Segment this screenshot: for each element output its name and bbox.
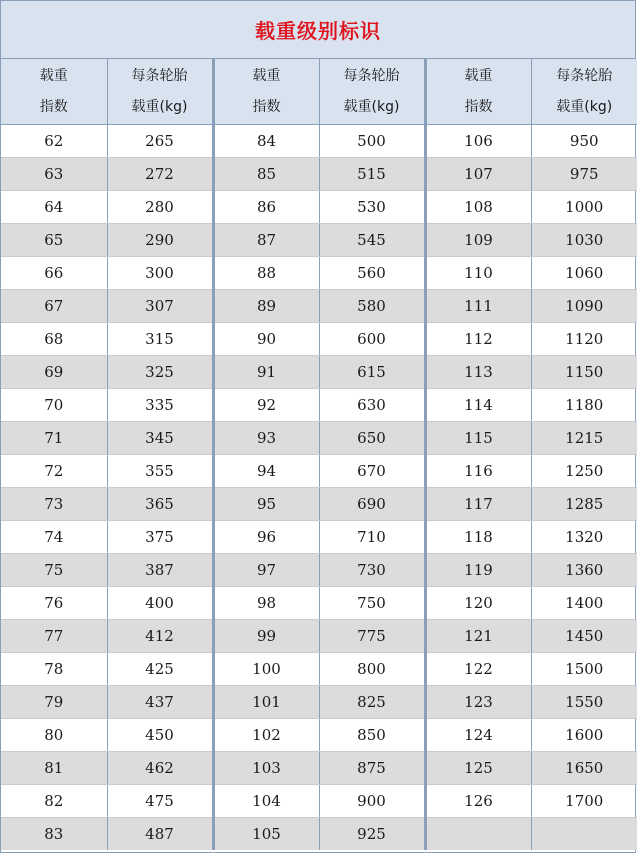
load-kg-cell: 580: [319, 290, 425, 323]
load-index-cell: 125: [425, 752, 531, 785]
load-index-cell: 110: [425, 257, 531, 290]
load-kg-cell: 800: [319, 653, 425, 686]
load-kg-cell: 280: [107, 191, 213, 224]
load-index-cell: 98: [213, 587, 319, 620]
load-index-cell: 67: [1, 290, 107, 323]
load-index-cell: 105: [213, 818, 319, 851]
load-index-cell: 107: [425, 158, 531, 191]
load-index-cell: 126: [425, 785, 531, 818]
table-row: [1, 785, 637, 818]
load-index-cell: 100: [213, 653, 319, 686]
load-kg-cell: 500: [319, 125, 425, 158]
header-load-kg: 每条轮胎 载重(kg): [319, 59, 425, 125]
load-kg-cell: 975: [531, 158, 637, 191]
load-index-cell: 112: [425, 323, 531, 356]
header-row: [1, 59, 637, 125]
load-index-cell: 106: [425, 125, 531, 158]
load-index-cell: 114: [425, 389, 531, 422]
header-load-kg: 每条轮胎 载重(kg): [531, 59, 637, 125]
load-kg-cell: 487: [107, 818, 213, 851]
load-index-cell: 118: [425, 521, 531, 554]
load-kg-cell: 335: [107, 389, 213, 422]
load-index-cell: 87: [213, 224, 319, 257]
load-kg-cell: [531, 818, 637, 851]
load-kg-cell: 670: [319, 455, 425, 488]
load-index-cell: 84: [213, 125, 319, 158]
table-row: [1, 125, 637, 158]
load-kg-cell: 615: [319, 356, 425, 389]
table-row: [1, 389, 637, 422]
load-kg-cell: 1090: [531, 290, 637, 323]
table-row: [1, 719, 637, 752]
load-kg-cell: 375: [107, 521, 213, 554]
load-kg-cell: 272: [107, 158, 213, 191]
load-index-cell: 111: [425, 290, 531, 323]
load-kg-cell: 400: [107, 587, 213, 620]
load-index-cell: 75: [1, 554, 107, 587]
load-index-cell: 68: [1, 323, 107, 356]
load-kg-cell: 515: [319, 158, 425, 191]
load-kg-cell: 1285: [531, 488, 637, 521]
table-body: [1, 125, 637, 851]
load-kg-cell: 825: [319, 686, 425, 719]
load-index-cell: 85: [213, 158, 319, 191]
load-index-cell: 109: [425, 224, 531, 257]
load-index-cell: 77: [1, 620, 107, 653]
table-row: [1, 224, 637, 257]
load-index-cell: 82: [1, 785, 107, 818]
table-row: [1, 158, 637, 191]
load-index-cell: 71: [1, 422, 107, 455]
load-index-cell: 65: [1, 224, 107, 257]
header-load-kg: 每条轮胎 载重(kg): [107, 59, 213, 125]
table-row: [1, 488, 637, 521]
load-kg-cell: 900: [319, 785, 425, 818]
load-kg-cell: 1400: [531, 587, 637, 620]
load-index-cell: 96: [213, 521, 319, 554]
load-index-cell: 93: [213, 422, 319, 455]
load-index-cell: 78: [1, 653, 107, 686]
table-row: [1, 752, 637, 785]
load-index-cell: 66: [1, 257, 107, 290]
load-kg-cell: 950: [531, 125, 637, 158]
load-kg-cell: 690: [319, 488, 425, 521]
load-kg-cell: 600: [319, 323, 425, 356]
table-row: [1, 422, 637, 455]
load-index-cell: 115: [425, 422, 531, 455]
load-kg-cell: 1060: [531, 257, 637, 290]
load-kg-cell: 545: [319, 224, 425, 257]
table-row: [1, 686, 637, 719]
load-index-cell: 73: [1, 488, 107, 521]
load-kg-cell: 710: [319, 521, 425, 554]
load-index-cell: 95: [213, 488, 319, 521]
load-index-cell: 119: [425, 554, 531, 587]
load-kg-cell: 290: [107, 224, 213, 257]
load-kg-cell: 265: [107, 125, 213, 158]
load-index-cell: 72: [1, 455, 107, 488]
load-kg-cell: 300: [107, 257, 213, 290]
table-row: [1, 455, 637, 488]
load-index-cell: 70: [1, 389, 107, 422]
load-kg-cell: 1000: [531, 191, 637, 224]
load-index-cell: 103: [213, 752, 319, 785]
load-kg-cell: 462: [107, 752, 213, 785]
load-kg-cell: 1360: [531, 554, 637, 587]
load-kg-cell: 1550: [531, 686, 637, 719]
load-kg-cell: 387: [107, 554, 213, 587]
load-index-cell: 94: [213, 455, 319, 488]
table-row: [1, 323, 637, 356]
load-kg-cell: 1120: [531, 323, 637, 356]
load-kg-cell: 1500: [531, 653, 637, 686]
load-index-cell: 74: [1, 521, 107, 554]
table-row: [1, 290, 637, 323]
load-index-cell: 116: [425, 455, 531, 488]
load-kg-cell: 325: [107, 356, 213, 389]
load-index-cell: 91: [213, 356, 319, 389]
load-index-cell: 69: [1, 356, 107, 389]
load-kg-cell: 560: [319, 257, 425, 290]
load-index-cell: 101: [213, 686, 319, 719]
load-index-cell: 83: [1, 818, 107, 851]
load-kg-cell: 1150: [531, 356, 637, 389]
load-kg-cell: 307: [107, 290, 213, 323]
load-kg-cell: 875: [319, 752, 425, 785]
load-kg-cell: 530: [319, 191, 425, 224]
load-index-cell: 63: [1, 158, 107, 191]
load-index-cell: 121: [425, 620, 531, 653]
load-kg-cell: 437: [107, 686, 213, 719]
table-row: [1, 653, 637, 686]
load-kg-cell: 1030: [531, 224, 637, 257]
header-load-index: 载重 指数: [213, 59, 319, 125]
table-row: [1, 521, 637, 554]
load-kg-cell: 1215: [531, 422, 637, 455]
load-kg-cell: 925: [319, 818, 425, 851]
load-index-cell: 80: [1, 719, 107, 752]
load-index-cell: 113: [425, 356, 531, 389]
load-index-cell: 89: [213, 290, 319, 323]
load-index-cell: 102: [213, 719, 319, 752]
load-index-cell: 117: [425, 488, 531, 521]
load-index-cell: 86: [213, 191, 319, 224]
load-kg-cell: 365: [107, 488, 213, 521]
header-load-index: 载重 指数: [425, 59, 531, 125]
load-kg-cell: 650: [319, 422, 425, 455]
table-row: [1, 587, 637, 620]
header-load-index: 载重 指数: [1, 59, 107, 125]
load-index-cell: 97: [213, 554, 319, 587]
load-index-cell: 76: [1, 587, 107, 620]
load-index-cell: 79: [1, 686, 107, 719]
load-kg-cell: 315: [107, 323, 213, 356]
load-index-cell: 104: [213, 785, 319, 818]
load-kg-cell: 450: [107, 719, 213, 752]
load-kg-cell: 850: [319, 719, 425, 752]
load-kg-cell: 1600: [531, 719, 637, 752]
load-kg-cell: 412: [107, 620, 213, 653]
load-index-cell: 62: [1, 125, 107, 158]
load-kg-cell: 1700: [531, 785, 637, 818]
load-index-cell: 81: [1, 752, 107, 785]
load-kg-cell: 630: [319, 389, 425, 422]
load-kg-cell: 775: [319, 620, 425, 653]
load-kg-cell: 1250: [531, 455, 637, 488]
load-index-cell: 124: [425, 719, 531, 752]
page-title: 载重级别标识: [1, 1, 635, 59]
load-kg-cell: 425: [107, 653, 213, 686]
load-kg-cell: 730: [319, 554, 425, 587]
load-index-cell: 108: [425, 191, 531, 224]
table-row: [1, 191, 637, 224]
table-row: [1, 620, 637, 653]
load-kg-cell: 475: [107, 785, 213, 818]
load-index-table: [1, 59, 637, 850]
table-row: [1, 257, 637, 290]
table-row: [1, 818, 637, 851]
load-kg-cell: 1180: [531, 389, 637, 422]
load-kg-cell: 750: [319, 587, 425, 620]
load-kg-cell: 355: [107, 455, 213, 488]
load-index-cell: 120: [425, 587, 531, 620]
load-index-cell: [425, 818, 531, 851]
load-index-cell: 123: [425, 686, 531, 719]
load-index-cell: 122: [425, 653, 531, 686]
table-row: [1, 554, 637, 587]
load-index-cell: 88: [213, 257, 319, 290]
load-kg-cell: 1320: [531, 521, 637, 554]
load-index-cell: 99: [213, 620, 319, 653]
table-row: [1, 356, 637, 389]
load-kg-cell: 345: [107, 422, 213, 455]
load-kg-cell: 1650: [531, 752, 637, 785]
load-index-cell: 92: [213, 389, 319, 422]
load-index-cell: 64: [1, 191, 107, 224]
load-kg-cell: 1450: [531, 620, 637, 653]
load-index-cell: 90: [213, 323, 319, 356]
